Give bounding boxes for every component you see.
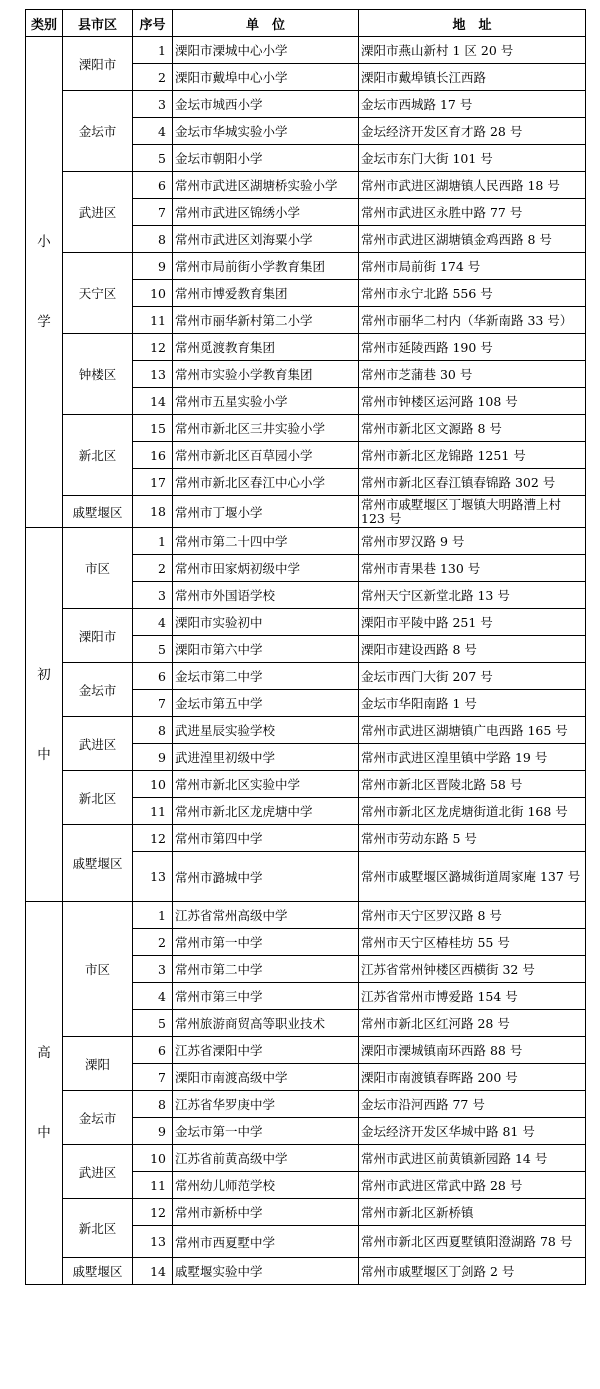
table-row: [26, 1091, 586, 1118]
unit-cell: 常州市第三中学: [173, 983, 359, 1010]
category-char: 高: [37, 1045, 51, 1061]
unit-cell: 常州市博爱教育集团: [173, 280, 359, 307]
county-cell: 武进区: [63, 172, 133, 253]
unit-cell: 金坛市华城实验小学: [173, 118, 359, 145]
unit-cell: 常州市田家炳初级中学: [173, 555, 359, 582]
address-cell: 常州市永宁北路 556 号: [359, 280, 586, 307]
table-row: [26, 253, 586, 280]
address-cell: 常州市芝蒲巷 30 号: [359, 361, 586, 388]
table-row: [26, 172, 586, 199]
address-cell: 常州市新北区文源路 8 号: [359, 415, 586, 442]
unit-cell: 常州市五星实验小学: [173, 388, 359, 415]
county-cell: 戚墅堰区: [63, 825, 133, 902]
unit-cell: 戚墅堰实验中学: [173, 1258, 359, 1285]
seq-cell: 13: [133, 1226, 173, 1258]
table-row: [26, 1258, 586, 1285]
table-row: [26, 1145, 586, 1172]
seq-cell: 11: [133, 307, 173, 334]
table-row: [26, 825, 586, 852]
address-cell: 常州市新北区春江镇春锦路 302 号: [359, 469, 586, 496]
address-cell: 金坛经济开发区育才路 28 号: [359, 118, 586, 145]
unit-cell: 江苏省溧阳中学: [173, 1037, 359, 1064]
unit-cell: 常州市局前街小学教育集团: [173, 253, 359, 280]
unit-cell: 金坛市第五中学: [173, 690, 359, 717]
table-row: [26, 771, 586, 798]
unit-cell: 常州觅渡教育集团: [173, 334, 359, 361]
address-cell: 常州市新北区龙锦路 1251 号: [359, 442, 586, 469]
address-cell: 溧阳市南渡镇春晖路 200 号: [359, 1064, 586, 1091]
table-row: [26, 528, 586, 555]
header-row: [26, 10, 586, 37]
unit-cell: 常州市新北区春江中心小学: [173, 469, 359, 496]
address-cell: 常州市新北区新桥镇: [359, 1199, 586, 1226]
county-cell: 市区: [63, 902, 133, 1037]
unit-cell: 常州市第一中学: [173, 929, 359, 956]
table-row: [26, 496, 586, 528]
unit-cell: 常州市丁堰小学: [173, 496, 359, 528]
address-cell: 常州市武进区常武中路 28 号: [359, 1172, 586, 1199]
school-table: [25, 9, 586, 1285]
seq-cell: 4: [133, 983, 173, 1010]
unit-cell: 常州市第四中学: [173, 825, 359, 852]
address-cell: 常州市天宁区罗汉路 8 号: [359, 902, 586, 929]
seq-cell: 3: [133, 956, 173, 983]
unit-cell: 江苏省常州高级中学: [173, 902, 359, 929]
seq-cell: 13: [133, 852, 173, 902]
seq-cell: 8: [133, 226, 173, 253]
unit-cell: 常州市实验小学教育集团: [173, 361, 359, 388]
seq-cell: 13: [133, 361, 173, 388]
unit-cell: 常州市新北区百草园小学: [173, 442, 359, 469]
seq-cell: 14: [133, 1258, 173, 1285]
seq-cell: 2: [133, 929, 173, 956]
county-cell: 金坛市: [63, 663, 133, 717]
address-cell: 常州市青果巷 130 号: [359, 555, 586, 582]
address-cell: 金坛市东门大街 101 号: [359, 145, 586, 172]
unit-cell: 常州市第二十四中学: [173, 528, 359, 555]
table-row: [26, 1199, 586, 1226]
county-cell: 溧阳市: [63, 609, 133, 663]
unit-cell: 常州幼儿师范学校: [173, 1172, 359, 1199]
seq-cell: 10: [133, 771, 173, 798]
seq-cell: 1: [133, 902, 173, 929]
unit-cell: 常州市西夏墅中学: [173, 1226, 359, 1258]
seq-cell: 4: [133, 118, 173, 145]
address-cell: 常州市丽华二村内（华新南路 33 号）: [359, 307, 586, 334]
seq-cell: 7: [133, 690, 173, 717]
address-cell: 溧阳市平陵中路 251 号: [359, 609, 586, 636]
address-cell: 常州市武进区永胜中路 77 号: [359, 199, 586, 226]
address-cell: 常州市武进区湖塘镇广电西路 165 号: [359, 717, 586, 744]
seq-cell: 6: [133, 663, 173, 690]
county-cell: 市区: [63, 528, 133, 609]
address-cell: 金坛市西城路 17 号: [359, 91, 586, 118]
table-row: [26, 1037, 586, 1064]
address-cell: 江苏省常州钟楼区西横街 32 号: [359, 956, 586, 983]
seq-cell: 18: [133, 496, 173, 528]
seq-cell: 5: [133, 636, 173, 663]
address-cell: 溧阳市戴埠镇长江西路: [359, 64, 586, 91]
address-cell: 金坛经济开发区华城中路 81 号: [359, 1118, 586, 1145]
seq-cell: 10: [133, 1145, 173, 1172]
unit-cell: 溧阳市实验初中: [173, 609, 359, 636]
seq-cell: 6: [133, 172, 173, 199]
unit-cell: 常州市武进区锦绣小学: [173, 199, 359, 226]
unit-cell: 常州市新北区实验中学: [173, 771, 359, 798]
unit-cell: 常州市新桥中学: [173, 1199, 359, 1226]
category-cell: [26, 902, 63, 1285]
address-cell: 溧阳市建设西路 8 号: [359, 636, 586, 663]
unit-cell: 江苏省华罗庚中学: [173, 1091, 359, 1118]
unit-cell: 金坛市第二中学: [173, 663, 359, 690]
header-seq: 序号: [133, 10, 173, 37]
seq-cell: 14: [133, 388, 173, 415]
seq-cell: 9: [133, 1118, 173, 1145]
unit-cell: 常州旅游商贸高等职业技术: [173, 1010, 359, 1037]
seq-cell: 4: [133, 609, 173, 636]
county-cell: 钟楼区: [63, 334, 133, 415]
address-cell: 金坛市西门大街 207 号: [359, 663, 586, 690]
address-cell: 常州市局前街 174 号: [359, 253, 586, 280]
unit-cell: 常州市新北区三井实验小学: [173, 415, 359, 442]
seq-cell: 9: [133, 744, 173, 771]
unit-cell: 溧阳市南渡高级中学: [173, 1064, 359, 1091]
seq-cell: 11: [133, 798, 173, 825]
seq-cell: 12: [133, 1199, 173, 1226]
table-row: [26, 717, 586, 744]
table-row: [26, 37, 586, 64]
header-unit: 单 位: [173, 10, 359, 37]
header-category: 类别: [26, 10, 63, 37]
header-county: 县市区: [63, 10, 133, 37]
county-cell: 新北区: [63, 771, 133, 825]
category-char: 初: [37, 666, 51, 683]
seq-cell: 10: [133, 280, 173, 307]
seq-cell: 2: [133, 64, 173, 91]
address-cell: 常州市劳动东路 5 号: [359, 825, 586, 852]
address-cell: 常州市戚墅堰区丁剑路 2 号: [359, 1258, 586, 1285]
unit-cell: 常州市武进区湖塘桥实验小学: [173, 172, 359, 199]
seq-cell: 7: [133, 1064, 173, 1091]
header-address: 地 址: [359, 10, 586, 37]
county-cell: 武进区: [63, 1145, 133, 1199]
address-cell: 金坛市沿河西路 77 号: [359, 1091, 586, 1118]
county-cell: 金坛市: [63, 91, 133, 172]
seq-cell: 2: [133, 555, 173, 582]
address-cell: 常州市新北区西夏墅镇阳澄湖路 78 号: [359, 1226, 586, 1258]
county-cell: 戚墅堰区: [63, 496, 133, 528]
unit-cell: 溧阳市第六中学: [173, 636, 359, 663]
category-cell: [26, 37, 63, 528]
address-cell: 常州市武进区湖塘镇人民西路 18 号: [359, 172, 586, 199]
unit-cell: 金坛市第一中学: [173, 1118, 359, 1145]
unit-cell: 溧阳市溧城中心小学: [173, 37, 359, 64]
table-row: [26, 91, 586, 118]
address-cell: 溧阳市溧城镇南环西路 88 号: [359, 1037, 586, 1064]
seq-cell: 7: [133, 199, 173, 226]
seq-cell: 11: [133, 1172, 173, 1199]
seq-cell: 15: [133, 415, 173, 442]
seq-cell: 12: [133, 334, 173, 361]
seq-cell: 17: [133, 469, 173, 496]
address-cell: 常州市钟楼区运河路 108 号: [359, 388, 586, 415]
address-cell: 常州市武进区湟里镇中学路 19 号: [359, 744, 586, 771]
address-cell: 常州市武进区前黄镇新园路 14 号: [359, 1145, 586, 1172]
unit-cell: 常州市潞城中学: [173, 852, 359, 902]
address-cell: 常州市新北区红河路 28 号: [359, 1010, 586, 1037]
address-cell: 金坛市华阳南路 1 号: [359, 690, 586, 717]
table-body: [26, 37, 586, 1285]
seq-cell: 6: [133, 1037, 173, 1064]
seq-cell: 5: [133, 1010, 173, 1037]
category-char: 中: [37, 746, 51, 763]
county-cell: 新北区: [63, 1199, 133, 1258]
seq-cell: 9: [133, 253, 173, 280]
category-char: 小: [37, 234, 51, 250]
table-row: [26, 663, 586, 690]
unit-cell: 常州市武进区刘海粟小学: [173, 226, 359, 253]
county-cell: 戚墅堰区: [63, 1258, 133, 1285]
county-cell: 天宁区: [63, 253, 133, 334]
address-cell: 常州市武进区湖塘镇金鸡西路 8 号: [359, 226, 586, 253]
county-cell: 新北区: [63, 415, 133, 496]
address-cell: 江苏省常州市博爱路 154 号: [359, 983, 586, 1010]
address-cell: 常州市新北区龙虎塘街道北街 168 号: [359, 798, 586, 825]
county-cell: 溧阳市: [63, 37, 133, 91]
unit-cell: 常州市第二中学: [173, 956, 359, 983]
unit-cell: 常州市新北区龙虎塘中学: [173, 798, 359, 825]
unit-cell: 常州市外国语学校: [173, 582, 359, 609]
county-cell: 溧阳: [63, 1037, 133, 1091]
unit-cell: 武进湟里初级中学: [173, 744, 359, 771]
address-cell: 溧阳市燕山新村 1 区 20 号: [359, 37, 586, 64]
unit-cell: 金坛市朝阳小学: [173, 145, 359, 172]
county-cell: 金坛市: [63, 1091, 133, 1145]
seq-cell: 8: [133, 717, 173, 744]
table-row: [26, 415, 586, 442]
address-cell: 常州市天宁区椿桂坊 55 号: [359, 929, 586, 956]
table-row: [26, 609, 586, 636]
address-cell: 常州市罗汉路 9 号: [359, 528, 586, 555]
unit-cell: 溧阳市戴埠中心小学: [173, 64, 359, 91]
unit-cell: 金坛市城西小学: [173, 91, 359, 118]
seq-cell: 16: [133, 442, 173, 469]
address-cell: 常州市延陵西路 190 号: [359, 334, 586, 361]
category-cell: [26, 528, 63, 902]
address-cell: 常州市戚墅堰区丁堰镇大明路漕上村 123 号: [359, 496, 586, 528]
seq-cell: 1: [133, 37, 173, 64]
unit-cell: 江苏省前黄高级中学: [173, 1145, 359, 1172]
table-row: [26, 334, 586, 361]
seq-cell: 5: [133, 145, 173, 172]
unit-cell: 武进星辰实验学校: [173, 717, 359, 744]
address-cell: 常州市戚墅堰区潞城街道周家庵 137 号: [359, 852, 586, 902]
address-cell: 常州天宁区新堂北路 13 号: [359, 582, 586, 609]
table-row: [26, 902, 586, 929]
seq-cell: 3: [133, 582, 173, 609]
seq-cell: 12: [133, 825, 173, 852]
seq-cell: 3: [133, 91, 173, 118]
category-char: 学: [37, 314, 51, 330]
seq-cell: 1: [133, 528, 173, 555]
address-cell: 常州市新北区晋陵北路 58 号: [359, 771, 586, 798]
county-cell: 武进区: [63, 717, 133, 771]
unit-cell: 常州市丽华新村第二小学: [173, 307, 359, 334]
seq-cell: 8: [133, 1091, 173, 1118]
category-char: 中: [37, 1125, 51, 1141]
